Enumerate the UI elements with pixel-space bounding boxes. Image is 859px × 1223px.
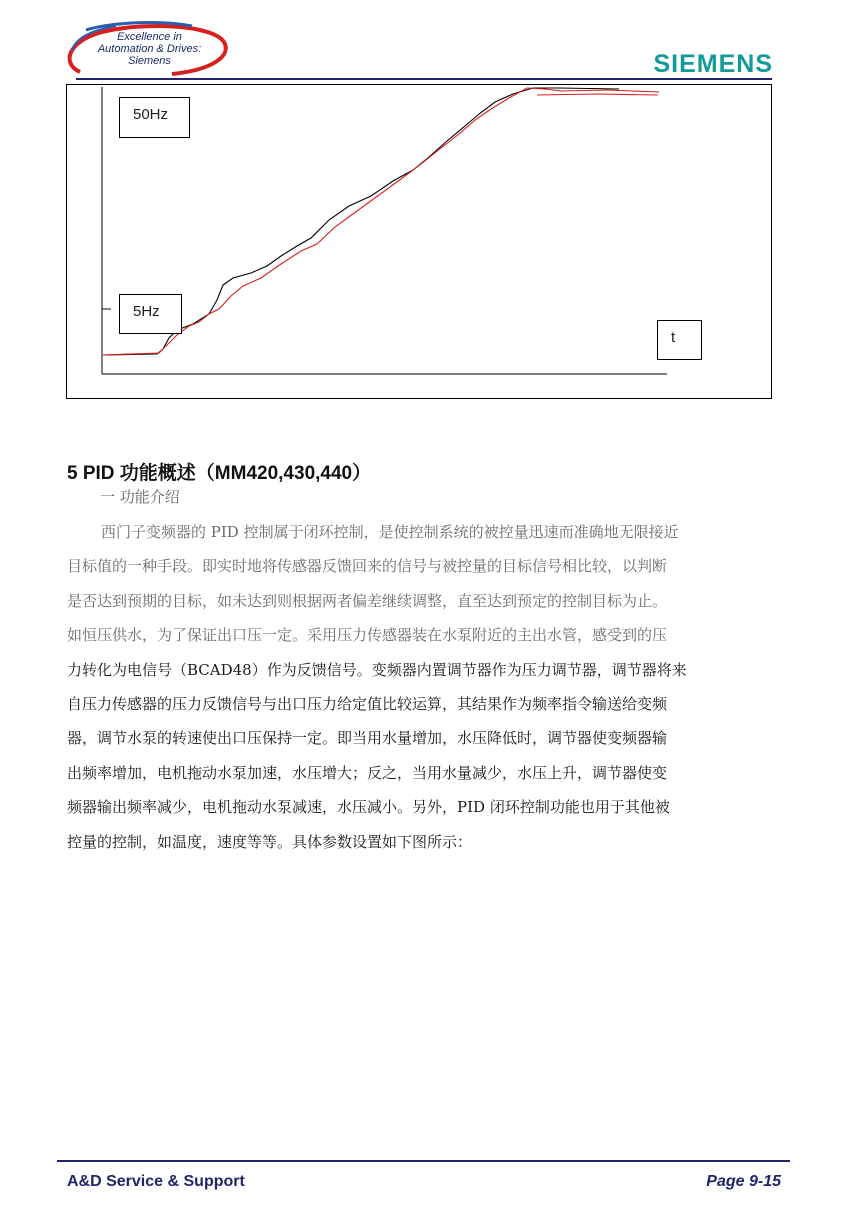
body-paragraph (67, 515, 775, 859)
label-5hz: 5Hz (119, 294, 182, 334)
label-time: t (657, 320, 702, 360)
label-50hz: 50Hz (119, 97, 190, 138)
paragraph-line: 控量的控制，如温度，速度等等。具体参数设置如下图所示： (67, 832, 473, 851)
paragraph-line: 力转化为电信号（BCAD48）作为反馈信号。变频器内置调节器作为压力调节器，调节器将来 (67, 660, 687, 679)
footer-divider (57, 1160, 790, 1162)
paragraph-line: 是否达到预期的目标，如未达到则根据两者偏差继续调整，直至达到预定的控制目标为止。 (67, 591, 668, 610)
section-heading: 5 PID 功能概述（MM420,430,440） (67, 463, 372, 484)
paragraph-line: 器，调节水泵的转速使出口压保持一定。即当用水量增加，水压降低时，调节器使变频器输 (67, 729, 668, 748)
page-number: Page 9-15 (706, 1173, 781, 1190)
paragraph-line: 频器输出频率减少，电机拖动水泵减速，水压减小。另外，PID 闭环控制功能也用于其他被 (67, 798, 670, 817)
paragraph-line: 目标值的一种手段。即实时地将传感器反馈回来的信号与被控量的目标信号相比较，以判断 (67, 557, 668, 576)
paragraph-line: 自压力传感器的压力反馈信号与出口压力给定值比较运算，其结果作为频率指令输送给变频 (67, 695, 668, 714)
target-frequency-line (537, 94, 658, 95)
section-subheading: 一 功能介绍 (100, 488, 180, 506)
header-divider (76, 78, 772, 80)
logo-line-2: Automation & Drives: (97, 43, 202, 55)
logo-line-3: Siemens (128, 55, 171, 67)
paragraph-line: 西门子变频器的 PID 控制属于闭环控制，是使控制系统的被控量迅速而准确地无限接近 (101, 523, 679, 541)
siemens-brand: SIEMENS (653, 50, 773, 78)
footer-service-label: A&D Service & Support (67, 1173, 245, 1190)
paragraph-line: 如恒压供水，为了保证出口压一定。采用压力传感器装在水泵附近的主出水管，感受到的压 (67, 626, 668, 645)
paragraph-line: 出频率增加，电机拖动水泵加速，水压增大；反之，当用水量减少，水压上升，调节器使变 (67, 763, 668, 782)
logo-line-1: Excellence in (117, 31, 182, 43)
frequency-ramp-figure (66, 84, 772, 399)
logo-text (82, 31, 217, 67)
